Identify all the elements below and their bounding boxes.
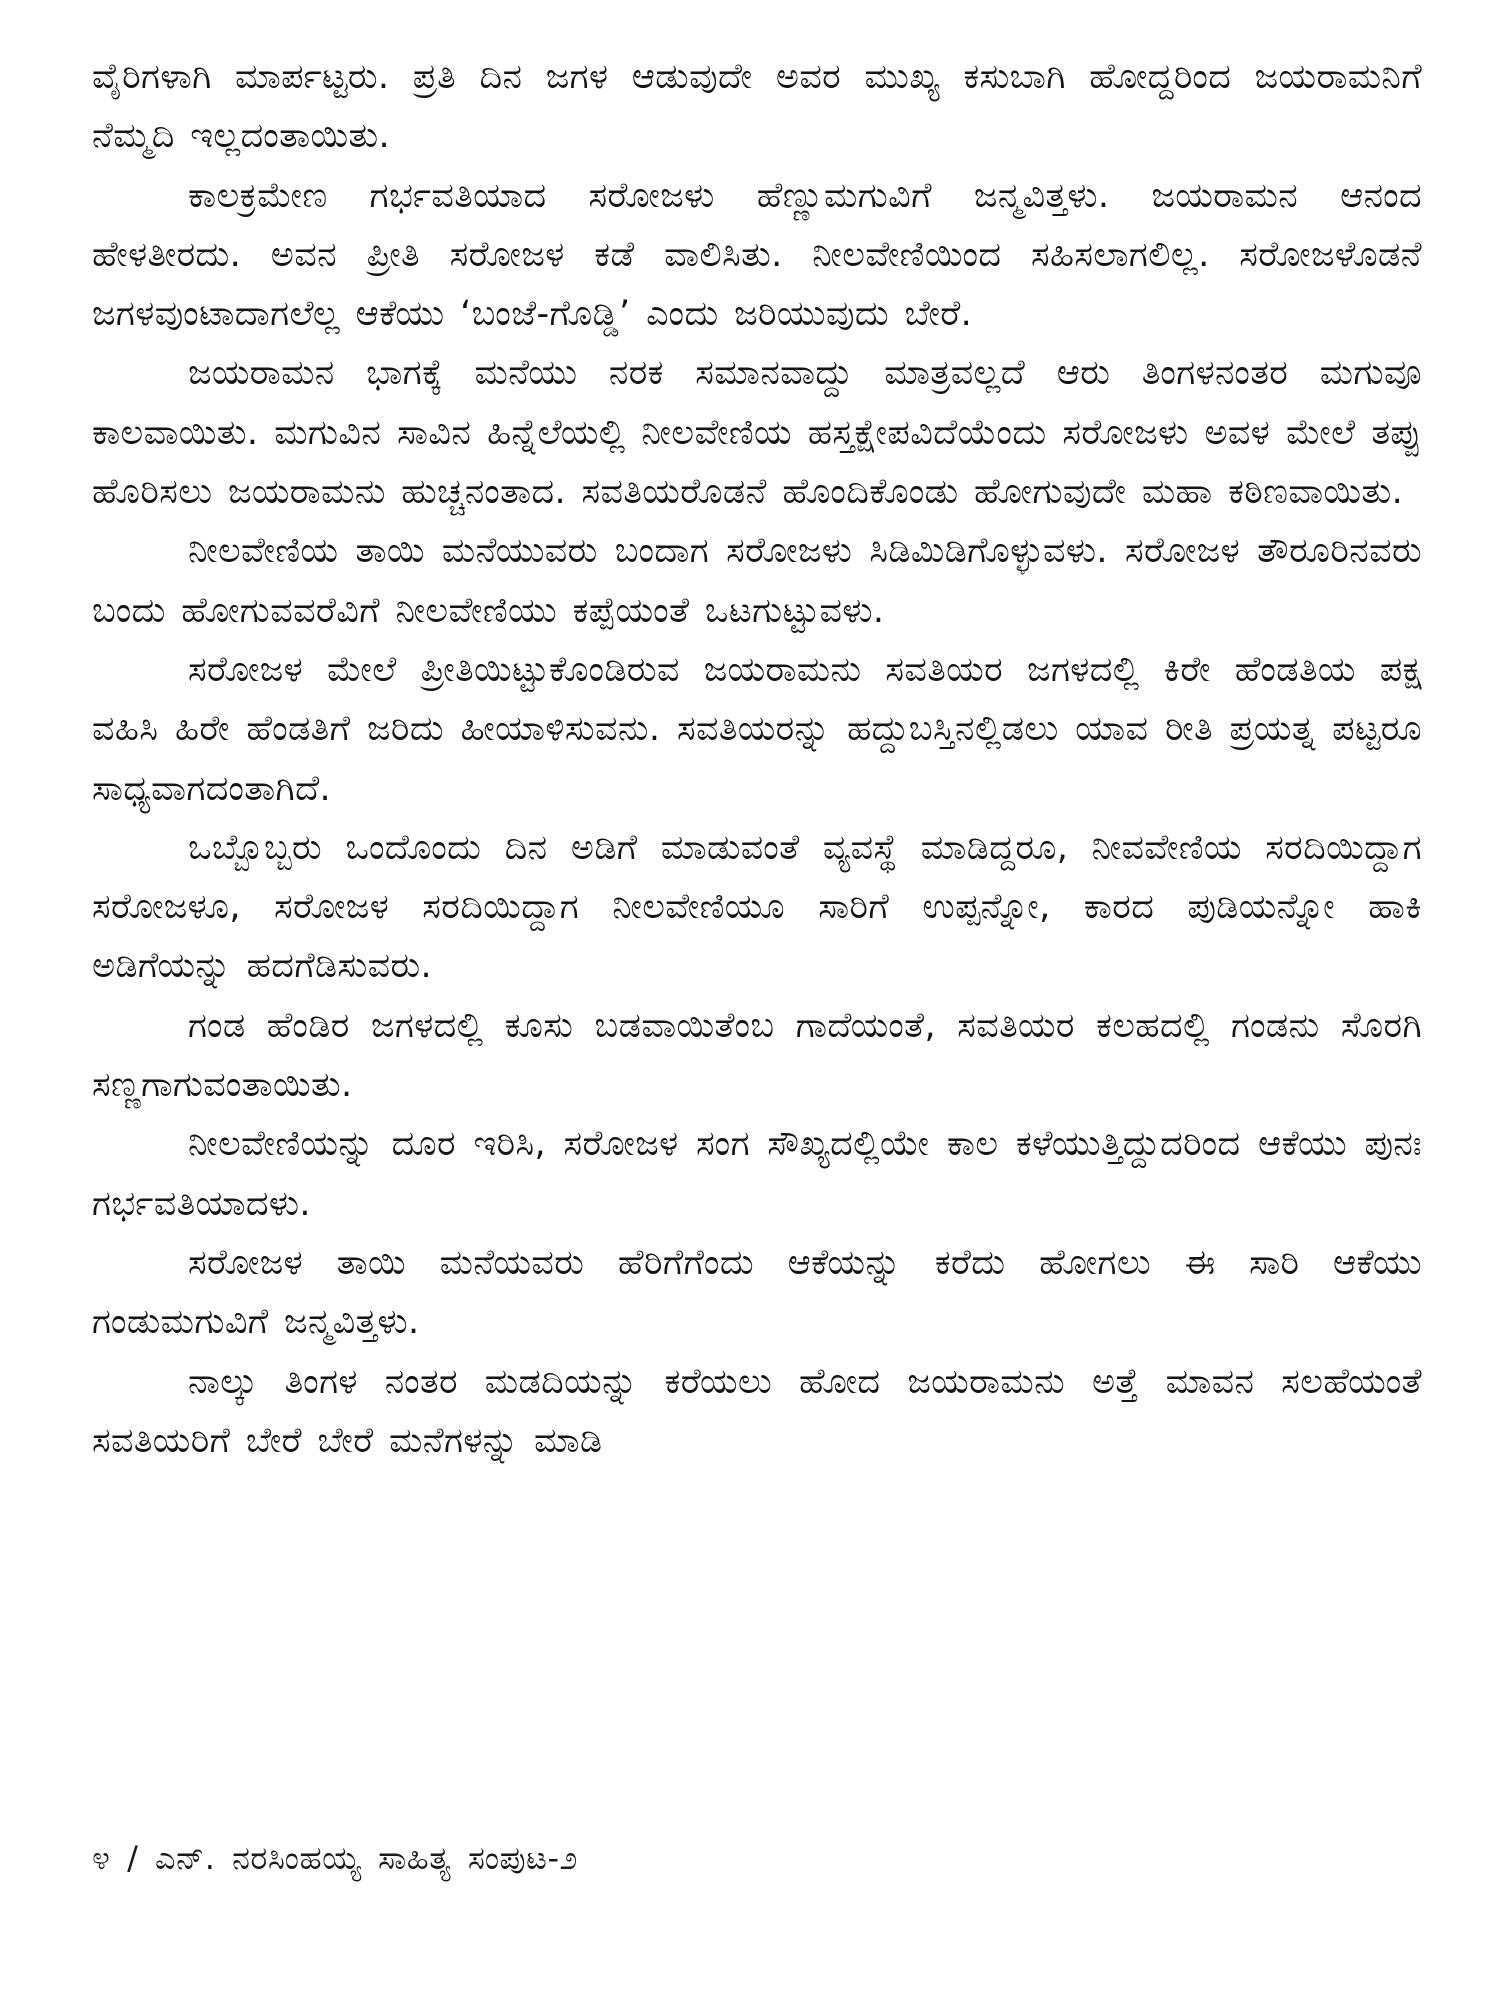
paragraph: ನೀಲವೇಣಿಯ ತಾಯಿ ಮನೆಯುವರು ಬಂದಾಗ ಸರೋಜಳು ಸಿಡಿಮಿಡಿಗೊಳ್ಳುವಳು. ಸರೋಜಳ ತೌರೂರಿನವರು ಬಂದು ಹೋಗುವವರೆವಿಗೆ ನೀಲವೇಣಿಯು ಕಪ್ಪೆಯಂತೆ ಒಟಗುಟ್ಟುವಳು. (92, 531, 1422, 631)
paragraph: ಒಬ್ಬೊಬ್ಬರು ಒಂದೊಂದು ದಿನ ಅಡಿಗೆ ಮಾಡುವಂತೆ ವ್ಯವಸ್ಥೆ ಮಾಡಿದ್ದರೂ, ನೀವವೇಣಿಯ ಸರದಿಯಿದ್ದಾಗ ಸರೋಜಳೂ, ಸರೋಜಳ ಸರದಿಯಿದ್ದಾಗ ನೀಲವೇಣಿಯೂ ಸಾರಿಗೆ ಉಪ್ಪನ್ನೋ, ಕಾರದ ಪುಡಿಯನ್ನೋ ಹಾಕಿ ಅಡಿಗೆಯನ್ನು ಹದಗೆಡಿಸುವರು. (92, 827, 1422, 987)
paragraph: ಕಾಲಕ್ರಮೇಣ ಗರ್ಭವತಿಯಾದ ಸರೋಜಳು ಹೆಣ್ಣುಮಗುವಿಗೆ ಜನ್ಮವಿತ್ತಳು. ಜಯರಾಮನ ಆನಂದ ಹೇಳತೀರದು. ಅವನ ಪ್ರೀತಿ ಸರೋಜಳ ಕಡೆ ವಾಲಿಸಿತು. ನೀಲವೇಣಿಯಿಂದ ಸಹಿಸಲಾಗಲಿಲ್ಲ. ಸರೋಜಳೊಡನೆ ಜಗಳವುಂಟಾದಾಗಲೆಲ್ಲ ಆಕೆಯು ‘ಬಂಜೆ-ಗೊಡ್ಡಿ’ ಎಂದು ಜರಿಯುವುದು ಬೇರೆ. (92, 175, 1422, 335)
paragraph: ಜಯರಾಮನ ಭಾಗಕ್ಕೆ ಮನೆಯು ನರಕ ಸಮಾನವಾದ್ದು ಮಾತ್ರವಲ್ಲದೆ ಆರು ತಿಂಗಳನಂತರ ಮಗುವೂ ಕಾಲವಾಯಿತು. ಮಗುವಿನ ಸಾವಿನ ಹಿನ್ನೆಲೆಯಲ್ಲಿ ನೀಲವೇಣಿಯ ಹಸ್ತಕ್ಷೇಪವಿದೆಯೆಂದು ಸರೋಜಳು ಅವಳ ಮೇಲೆ ತಪ್ಪು ಹೊರಿಸಲು ಜಯರಾಮನು ಹುಚ್ಚನಂತಾದ. ಸವತಿಯರೊಡನೆ ಹೊಂದಿಕೊಂಡು ಹೋಗುವುದೇ ಮಹಾ ಕಠಿಣವಾಯಿತು. (92, 353, 1422, 513)
paragraph-continued: ವೈರಿಗಳಾಗಿ ಮಾರ್ಪಟ್ಟರು. ಪ್ರತಿ ದಿನ ಜಗಳ ಆಡುವುದೇ ಅವರ ಮುಖ್ಯ ಕಸುಬಾಗಿ ಹೋದ್ದರಿಂದ ಜಯರಾಮನಿಗೆ ನೆಮ್ಮದಿ ಇಲ್ಲದಂತಾಯಿತು. (92, 57, 1422, 157)
paragraph: ಸರೋಜಳ ತಾಯಿ ಮನೆಯವರು ಹೆರಿಗೆಗೆಂದು ಆಕೆಯನ್ನು ಕರೆದು ಹೋಗಲು ಈ ಸಾರಿ ಆಕೆಯು ಗಂಡುಮಗುವಿಗೆ ಜನ್ಮವಿತ್ತಳು. (92, 1242, 1422, 1343)
page-footer: ೪ / ಎನ್. ನರಸಿಂಹಯ್ಯ ಸಾಹಿತ್ಯ ಸಂಪುಟ-೨ (92, 1839, 578, 1877)
paragraph: ಸರೋಜಳ ಮೇಲೆ ಪ್ರೀತಿಯಿಟ್ಟುಕೊಂಡಿರುವ ಜಯರಾಮನು ಸವತಿಯರ ಜಗಳದಲ್ಲಿ ಕಿರೇ ಹೆಂಡತಿಯ ಪಕ್ಷ ವಹಿಸಿ ಹಿರೇ ಹೆಂಡತಿಗೆ ಜರಿದು ಹೀಯಾಳಿಸುವನು. ಸವತಿಯರನ್ನು ಹದ್ದುಬಸ್ತಿನಲ್ಲಿಡಲು ಯಾವ ರೀತಿ ಪ್ರಯತ್ನ ಪಟ್ಟರೂ ಸಾಧ್ಯವಾಗದಂತಾಗಿದೆ. (92, 649, 1422, 809)
paragraph: ಗಂಡ ಹೆಂಡಿರ ಜಗಳದಲ್ಲಿ ಕೂಸು ಬಡವಾಯಿತೆಂಬ ಗಾದೆಯಂತೆ, ಸವತಿಯರ ಕಲಹದಲ್ಲಿ ಗಂಡನು ಸೊರಗಿ ಸಣ್ಣಗಾಗುವಂತಾಯಿತು. (92, 1005, 1422, 1106)
paragraph: ನೀಲವೇಣಿಯನ್ನು ದೂರ ಇರಿಸಿ, ಸರೋಜಳ ಸಂಗ ಸೌಖ್ಯದಲ್ಲಿಯೇ ಕಾಲ ಕಳೆಯುತ್ತಿದ್ದುದರಿಂದ ಆಕೆಯು ಪುನಃ ಗರ್ಭವತಿಯಾದಳು. (92, 1124, 1422, 1224)
paragraph: ನಾಲ್ಕು ತಿಂಗಳ ನಂತರ ಮಡದಿಯನ್ನು ಕರೆಯಲು ಹೋದ ಜಯರಾಮನು ಅತ್ತೆ ಮಾವನ ಸಲಹೆಯಂತೆ ಸವತಿಯರಿಗೆ ಬೇರೆ ಬೇರೆ ಮನೆಗಳನ್ನು ಮಾಡಿ (92, 1361, 1422, 1461)
